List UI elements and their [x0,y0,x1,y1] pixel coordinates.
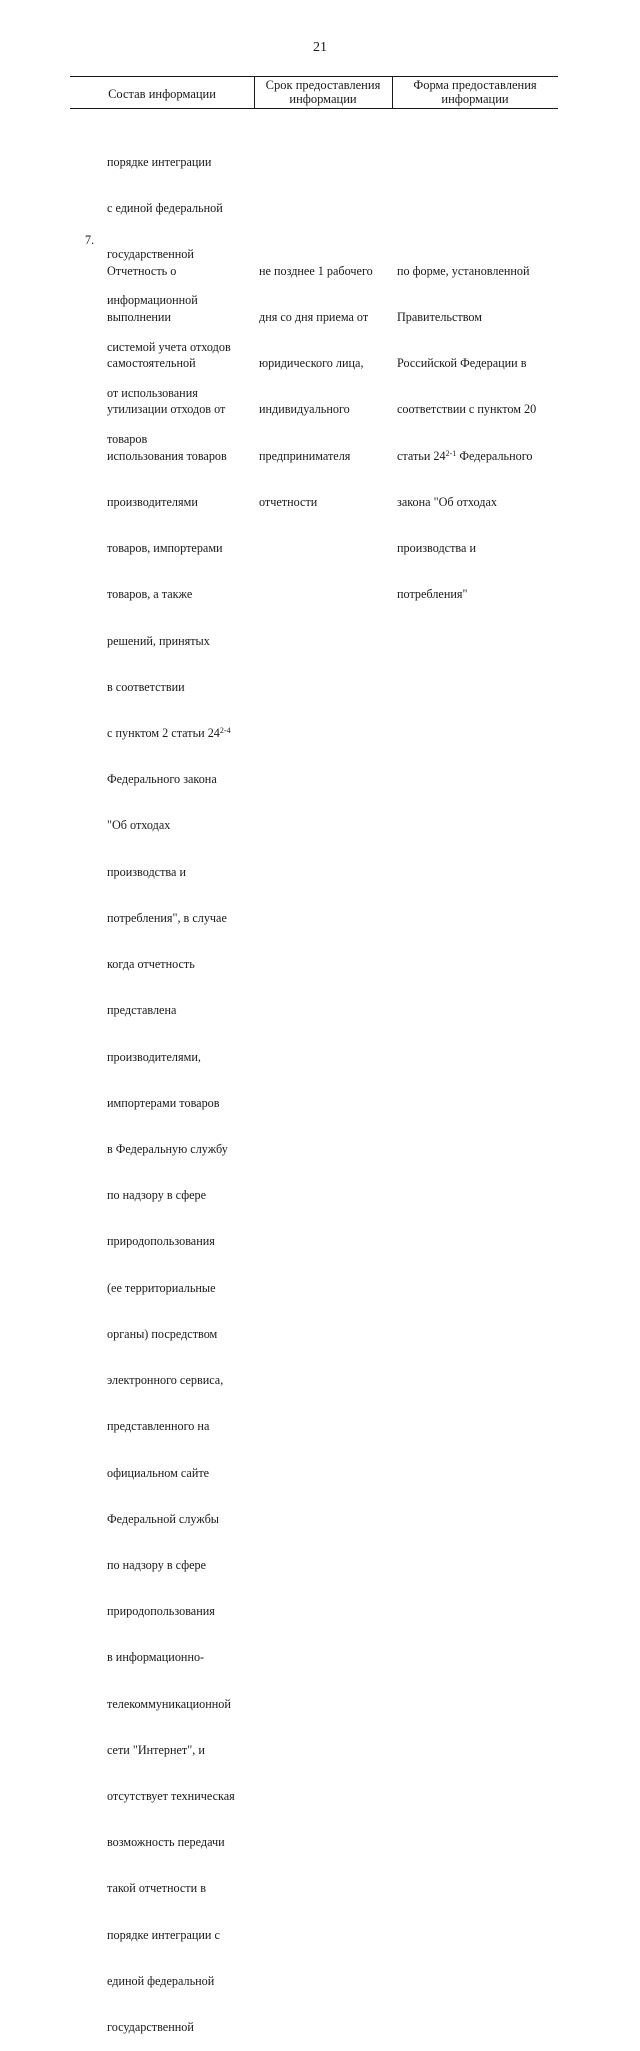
text-line: в Федеральную службу [107,1141,228,1156]
text-line: природопользования [107,1234,215,1249]
text-line: по надзору в сфере [107,1557,207,1572]
text-line: представлена [107,1003,177,1018]
text-line: возможность передачи [107,1835,225,1850]
text-line: потребления" [397,587,468,602]
text-line: сети "Интернет", и [107,1742,205,1757]
text-line: телекоммуникационной [107,1696,231,1711]
text-line: (ее территориальные [107,1280,216,1295]
text-line: Российской Федерации в [397,356,527,371]
text-segment: Федерального [456,448,533,463]
text-line: товаров, импортерами [107,541,223,556]
text-line: органы) посредством [107,1326,218,1341]
text-line: "Об отходах [107,818,171,833]
superscript: 2-1 [445,448,457,458]
text-line: отчетности [259,494,318,509]
text-line: товаров [107,432,148,447]
text-line: когда отчетность [107,957,195,972]
row-composition [107,233,235,2051]
row-form [397,233,536,618]
text-line: порядке интеграции [107,154,212,169]
superscript: 2-4 [219,726,231,735]
text-line: утилизации отходов от [107,402,226,417]
table-header-rule [70,108,558,109]
text-line: производителями [107,494,198,509]
text-line: производителями, [107,1049,201,1064]
table-top-rule [70,76,558,77]
text-line: государственной [107,2020,194,2035]
header-form: Форма предоставления информации [413,78,537,106]
text-line: решений, принятых [107,633,210,648]
text-line: по надзору в сфере [107,1188,207,1203]
text-line: в соответствии [107,679,185,694]
text-line: официальном сайте [107,1465,210,1480]
text-line: производства и [397,541,476,556]
header-deadline: Срок предоставления информации [265,78,381,106]
text-line: от использования [107,385,198,400]
text-line: соответствии с пунктом 20 [397,402,537,417]
text-segment: с пунктом 2 статьи 24 [107,726,220,740]
text-line: системой учета отходов [107,339,231,354]
text-segment: статьи 24 [397,448,446,463]
text-line: Правительством [397,310,482,325]
text-line: единой федеральной [107,1973,215,1988]
page-number: 21 [313,40,327,55]
text-line: самостоятельной [107,356,196,371]
text-line: индивидуального [259,402,350,417]
text-line: такой отчетности в [107,1881,206,1896]
text-line: с единой федеральной [107,201,223,216]
text-line [397,449,536,464]
row-number: 7. [85,233,95,247]
row-deadline [259,233,373,526]
text-line: юридического лица, [259,356,364,371]
text-line: не позднее 1 рабочего [259,263,373,278]
text-line: Федерального закона [107,772,217,787]
text-line: информационной [107,293,198,308]
text-line: закона "Об отходах [397,494,497,509]
text-line: дня со дня приема от [259,310,369,325]
header-composition: Состав информации [108,87,216,101]
text-line: электронного сервиса, [107,1373,224,1388]
text-line: предпринимателя [259,448,351,463]
text-line: Отчетность о [107,263,177,278]
text-line: представленного на [107,1419,210,1434]
text-line: выполнении [107,310,171,325]
text-line: использования товаров [107,448,227,463]
text-line: государственной [107,247,194,262]
text-line: импортерами товаров [107,1095,220,1110]
text-line [107,726,235,741]
text-line: по форме, установленной [397,263,530,278]
text-line: производства и [107,864,186,879]
text-line: порядке интеграции с [107,1927,220,1942]
text-line: Федеральной службы [107,1511,219,1526]
text-line: товаров, а также [107,587,193,602]
text-line: природопользования [107,1604,215,1619]
text-line: потребления", в случае [107,910,227,925]
text-line: в информационно- [107,1650,205,1665]
text-line: отсутствует техническая [107,1789,235,1804]
